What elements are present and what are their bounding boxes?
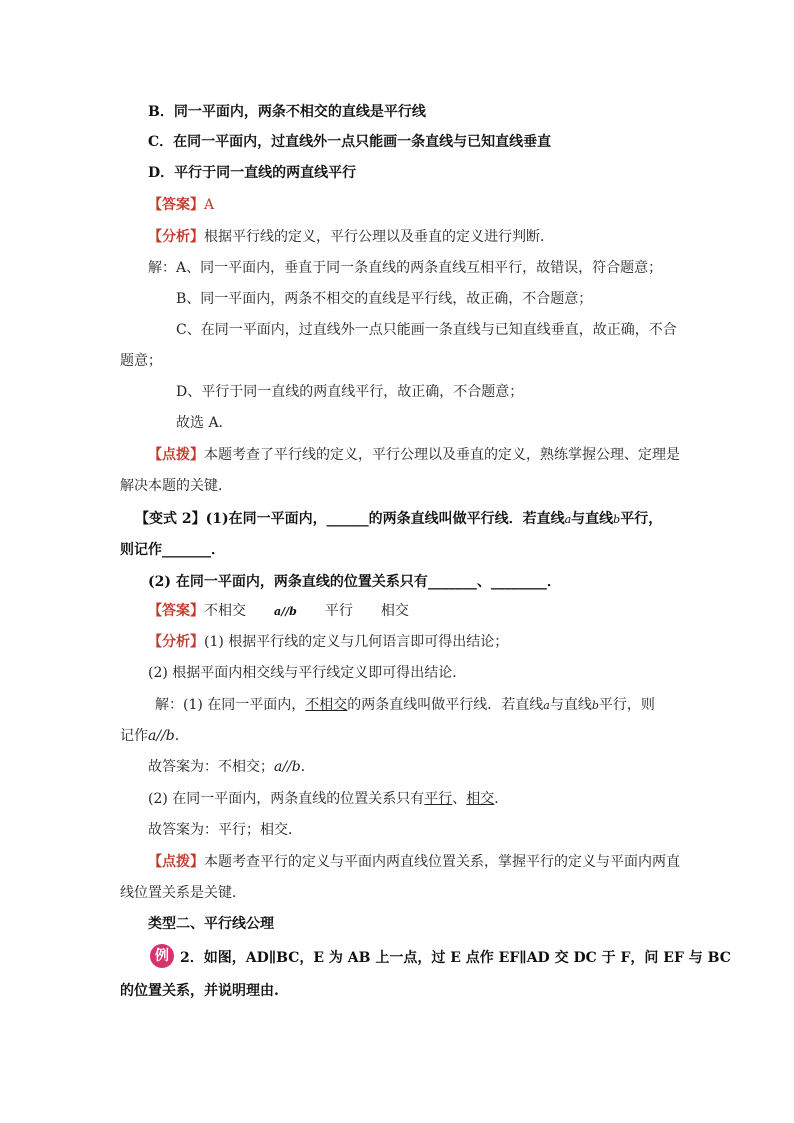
answer-2-3: 平行 <box>324 603 353 619</box>
answer-line-2 <box>148 601 409 622</box>
analysis-2-1: (1) 根据平行线的定义与几何语言即可得出结论； <box>204 634 509 650</box>
example-line-1: 2．如图，AD∥BC，E 为 AB 上一点，过 E 点作 EF∥AD 交 DC 于 F，问 EF 与 BC <box>180 950 731 966</box>
tip2-text-1: 本题考查平行的定义与平面内两直线位置关系，掌握平行的定义与平面内两直 <box>204 854 680 870</box>
fill1-post: ． <box>300 759 315 775</box>
variant-label: 【变式 2】(1)在同一平面内， <box>135 511 327 527</box>
answer-line-1 <box>148 195 214 215</box>
variant-blank-4: ________ <box>490 574 547 590</box>
variant-blank-1: ______ <box>326 511 369 527</box>
variant-part-2 <box>148 572 561 592</box>
variant-line2-post: ． <box>211 542 225 558</box>
variant-part2-post: ． <box>546 574 561 590</box>
tip-line-1 <box>148 445 680 465</box>
section-title: 类型二、平行线公理 <box>148 916 274 932</box>
variant-sep: 、 <box>476 574 491 590</box>
sol1-var-b: b <box>591 699 599 712</box>
example-badge: 例 <box>150 944 174 968</box>
answer-2-4: 相交 <box>380 603 409 619</box>
answer-value: A <box>204 197 215 213</box>
variant-text-a: 的两条直线叫做平行线．若直线 <box>368 511 565 527</box>
fill1-val: a//b <box>274 759 301 775</box>
option-b: B．同一平面内，两条不相交的直线是平行线 <box>148 104 426 120</box>
sol1-underlined: 不相交 <box>305 697 348 713</box>
analysis-2-2: (2) 根据平面内相交线与平行线定义即可得出结论． <box>148 665 467 681</box>
tip2-line-1 <box>148 852 680 872</box>
solution2-line-2 <box>120 726 189 746</box>
tip-text-1: 本题考查了平行线的定义，平行公理以及垂直的定义，熟练掌握公理、定理是 <box>204 447 680 463</box>
answer-tag: 【答案】 <box>148 197 204 213</box>
variant-blank-3: _______ <box>427 574 477 590</box>
sol1-l2-pre: 记作 <box>120 728 148 744</box>
tip-line-2: 解决本题的关键． <box>120 478 232 494</box>
tip2-line-2: 线位置关系是关键． <box>120 885 246 901</box>
tip-tag-2: 【点拨】 <box>148 854 204 870</box>
solution-c-line-2: 题意； <box>120 353 162 369</box>
variant-blank-2: _______ <box>162 542 211 558</box>
analysis-line-2 <box>148 632 508 652</box>
analysis-line-1 <box>148 227 554 247</box>
variant-line2-pre: 则记作 <box>120 542 162 558</box>
variant-text-b: 与直线 <box>571 511 614 527</box>
solution2-line-1 <box>155 695 655 716</box>
option-c: C．在同一平面内，过直线外一点只能画一条直线与已知直线垂直 <box>148 134 552 150</box>
solution-c-line-1: C、在同一平面内，过直线外一点只能画一条直线与已知直线垂直，故正确，不合 <box>176 322 677 338</box>
example-line-2: 的位置关系，并说明理由. <box>120 983 279 999</box>
sol1-pre: 解：(1) 在同一平面内， <box>155 697 306 713</box>
sol1-mid2: 与直线 <box>549 697 592 713</box>
solution-a: 解：A、同一平面内，垂直于同一条直线的两条直线互相平行，故错误，符合题意； <box>148 260 663 276</box>
fill1-pre: 故答案为：不相交； <box>148 759 274 775</box>
fill-line-2: 故答案为：平行；相交． <box>148 822 302 838</box>
solution-d: D、平行于同一直线的两直线平行，故正确，不合题意； <box>176 384 524 400</box>
analysis-text: 根据平行线的定义，平行公理以及垂直的定义进行判断． <box>204 229 554 245</box>
variant-line-2 <box>120 540 225 560</box>
sol2-pre: (2) 在同一平面内，两条直线的位置关系只有 <box>148 791 425 807</box>
variant-var-b: b <box>613 513 621 526</box>
variant-part2-pre: (2) 在同一平面内，两条直线的位置关系只有 <box>148 574 428 590</box>
sol1-var-a: a <box>543 699 550 712</box>
solution-b: B、同一平面内，两条不相交的直线是平行线，故正确，不合题意； <box>176 291 593 307</box>
sol2-sep: 、 <box>452 791 467 807</box>
variant-var-a: a <box>564 513 572 526</box>
sol2-underlined-2: 相交 <box>466 791 495 807</box>
analysis-tag: 【分析】 <box>148 229 204 245</box>
sol1-l2-val: a//b <box>148 728 175 744</box>
option-d: D．平行于同一直线的两直线平行 <box>148 165 357 181</box>
answer-tag-2: 【答案】 <box>148 603 204 619</box>
sol1-l2-post: ． <box>174 728 189 744</box>
variant-line-1 <box>135 509 662 530</box>
answer-2-2: a//b <box>274 605 297 618</box>
tip-tag: 【点拨】 <box>148 447 204 463</box>
analysis-tag-2: 【分析】 <box>148 634 204 650</box>
variant-text-c: 平行， <box>620 511 663 527</box>
fill-line-1 <box>148 757 315 777</box>
answer-2-1: 不相交 <box>204 603 246 619</box>
sol2-underlined-1: 平行 <box>424 791 453 807</box>
sol1-mid: 的两条直线叫做平行线．若直线 <box>347 697 544 713</box>
solution-choice: 故选 A． <box>176 415 233 431</box>
solution2-part-2 <box>148 789 508 809</box>
sol1-post: 平行，则 <box>598 697 655 713</box>
sol2-post: ． <box>494 791 509 807</box>
